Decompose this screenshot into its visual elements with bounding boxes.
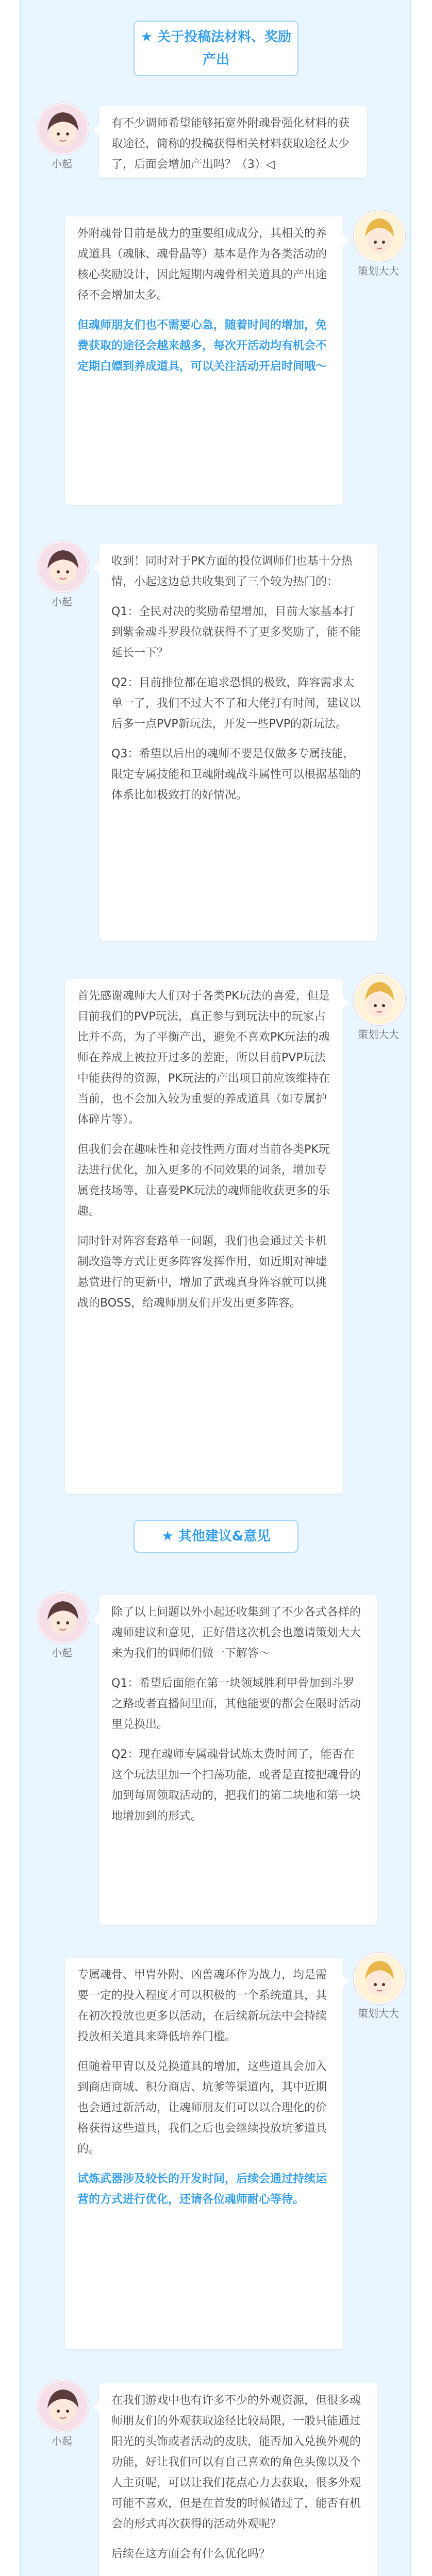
planner-avatar-icon [355,975,404,1024]
section-title: 其他建议&意见 [178,1529,271,1544]
avatar-name: 策划大大 [358,1028,399,1041]
message-text: 但魂师朋友们也不需要心急，随着时间的增加，免费获取的途径会越来越多，每次开活动均有机会不定期白嫖到养成道具，可以关注活动开启时间哦～ [77,319,327,373]
girl-avatar-icon [38,104,88,154]
message-text: Q3：希望以后出的魂师不要是仅做多专属技能，限定专属技能和卫魂附魂战斗属性可以根据基础的体系比如极致打的好情况。 [111,748,361,802]
message-text: Q2：现在魂师专属魂骨试炼太费时间了，能否在这个玩法里加一个扫荡功能，或者是直接把魂骨的加到每周领取活动的，把我们的第二块地和第一块地增加到的形式。 [111,1748,361,1823]
message-text: 首先感谢魂师大人们对于各类PK玩法的喜爱，但是目前我们的PVP玩法，真正参与到玩法中的玩家占比并不高，为了平衡产出，避免不喜欢PK玩法的魂师在养成上被拉开过多的差距，所以目前PVP玩法中能获得的资源，PK玩法的产出项目前应该维持在当前，也不会加入较为重要的养成道具（如专属护体碎片等）。 [77,990,330,1126]
message-bubble [99,2383,377,2576]
avatar-planner [354,1953,405,2004]
message-text: 有不少调师希望能够拓宽外附魂骨强化材料的获取途径，简称的投稿获得相关材料获取途径太少了，后面会增加产出吗？（3）◁ [111,117,350,171]
section-title: 关于投稿法材料、奖励产出 [157,29,292,67]
star-icon: ★ [140,29,153,45]
avatar-xiaoqi [37,103,89,155]
girl-avatar-icon [38,2381,88,2431]
message-bubble [65,1958,343,2349]
message-text: 除了以上问题以外小起还收集到了不少各式各样的魂师建议和意见，正好借这次机会也邀请策划大大来为我们的调师们做一下解答～ [111,1606,361,1660]
message-text: 但我们会在趣味性和竞技性两方面对当前各类PK玩法进行优化，加入更多的不同效果的词条，增加专属竞技场等，让喜爱PK玩法的魂师能收获更多的乐趣。 [77,1143,330,1218]
message-bubble [99,1595,377,1925]
avatar-name: 小起 [52,596,72,608]
message-text: 后续在这方面会有什么优化吗？ [111,2548,271,2561]
message-text: 外附魂骨目前是战力的重要组成成分，其相关的养成道具（魂脉、魂骨晶等）基本是作为各类活动的核心奖励设计，因此短期内魂骨相关道具的产出途径不会增加太多。 [77,227,327,302]
avatar-planner [354,974,405,1025]
message-text: 专属魂骨、甲胄外附、凶兽魂环作为战力，均是需要一定的投入程度才可以积极的一个系统道具，其在初次投放也更多以活动，在后续新玩法中会持续投放相关道具来降低培养门槛。 [77,1969,327,2043]
avatar-xiaoqi [37,2380,89,2432]
avatar-xiaoqi [37,541,89,592]
message-text: Q1：全民对决的奖励希望增加，目前大家基本打到紫金魂斗罗段位就获得不了更多奖励了，能不能延长一下？ [111,605,361,659]
message-bubble [99,106,367,178]
avatar-xiaoqi [37,1592,89,1643]
message-text: 同时针对阵容套路单一问题，我们也会通过关卡机制改造等方式让更多阵容发挥作用，如近期对神墟悬赏进行的更新中，增加了武魂真身阵容就可以挑战的BOSS，给魂师朋友们开发出更多阵容。 [77,1235,327,1310]
message-text: 收到！同时对于PK方面的投位调师们也基十分热情，小起这边总共收集到了三个较为热门的： [111,555,353,588]
avatar-name: 小起 [52,2435,72,2447]
star-icon: ★ [161,1529,174,1544]
message-bubble [65,979,343,1494]
avatar-planner [354,210,405,262]
section-header-other [134,1520,298,1553]
girl-avatar-icon [38,1593,88,1642]
message-text: 试炼武器涉及较长的开发时间，后续会通过持续运营的方式进行优化，还请各位魂师耐心等待。 [77,2173,327,2206]
planner-avatar-icon [355,211,404,261]
girl-avatar-icon [38,542,88,591]
planner-avatar-icon [355,1954,404,2003]
avatar-name: 策划大大 [358,265,399,277]
message-text: Q1：希望后面能在第一块领域胜利甲骨加到斗罗之路或者直播间里面，其他能要的都会在限时活动里兑换出。 [111,1677,361,1731]
avatar-name: 小起 [52,158,72,170]
message-text: 但随着甲胄以及兑换道具的增加，这些道具会加入到商店商城、积分商店、坑爹等渠道内，其中近期也会通过新活动，让魂师朋友们可以以合理化的价格获得这些道具，我们之后也会继续投放坑爹道具的。 [77,2060,327,2156]
avatar-name: 策划大大 [358,2007,399,2020]
section-header-rewards [134,21,298,76]
avatar-name: 小起 [52,1647,72,1659]
message-bubble [99,544,377,941]
message-text: 在我们游戏中也有许多不少的外观资源，但很多魂师朋友们的外观获取途径比较局限，一般只能通过阳光的头饰或者活动的皮肤，能否加入兑换外观的功能，好让我们可以有自己喜欢的角色头像以及个人主页呢，可以让我们花点心力去获取，很多外观可能不喜欢，但是在首发的时候错过了，能否有机会的形式再次获得的活动外观呢？ [111,2394,361,2531]
message-text: Q2：目前排位都在追求恐惧的极致，阵容需求太单一了，我们不过大不了和大佬打有时间，建议以后多一点PVP新玩法，开发一些PVP的新玩法。 [111,676,361,731]
message-bubble [65,216,343,505]
